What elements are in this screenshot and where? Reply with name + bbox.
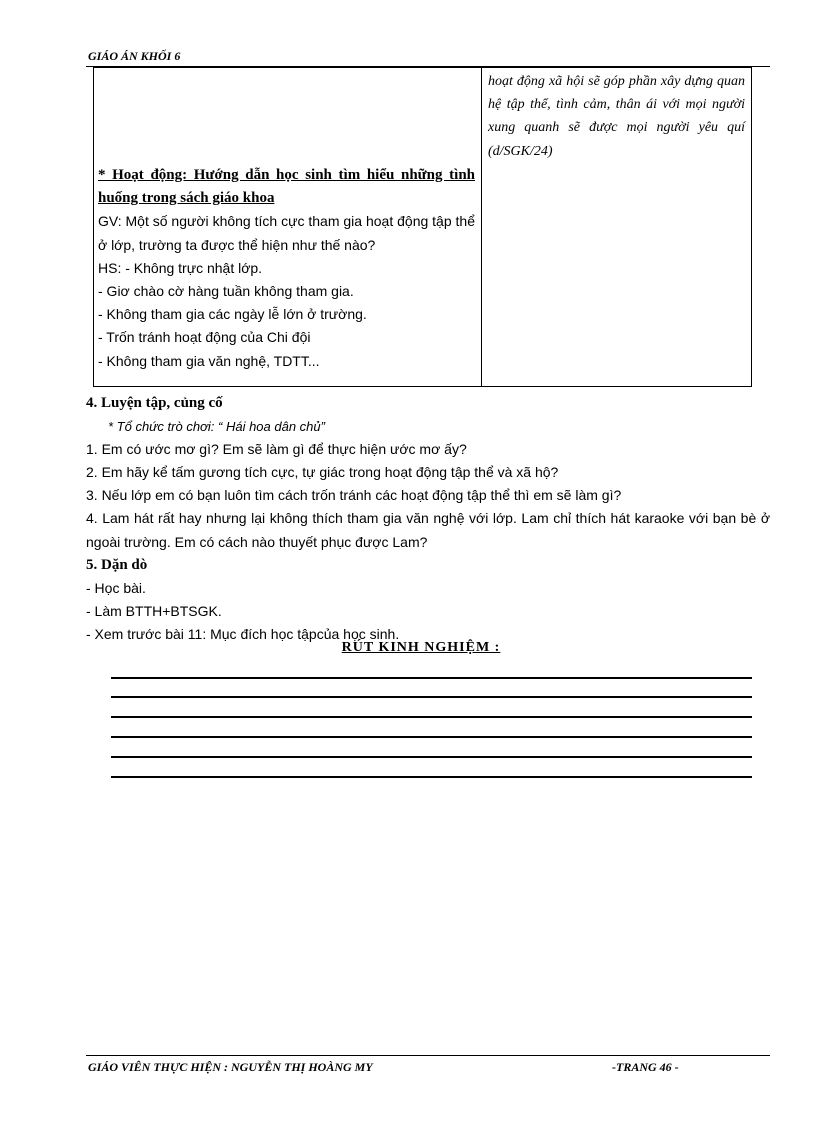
footer-rule xyxy=(86,1055,770,1056)
review-line xyxy=(111,716,752,718)
review-title: RÚT KINH NGHIỆM : xyxy=(341,640,501,655)
student-answer-line: - Giơ chào cờ hàng tuần không tham gia. xyxy=(98,283,354,300)
review-line xyxy=(111,736,752,738)
section-4-title: 4. Luyện tập, củng cố xyxy=(86,395,223,411)
gv-question: GV: Một số người không tích cực tham gia hoạt động tập thể ở lớp, trường ta được thể hiện như thế nào? xyxy=(98,213,475,253)
question-item: 2. Em hãy kể tấm gương tích cực, tự giác trong hoạt động tập thể và xã hộ? xyxy=(86,464,559,481)
homework-item: - Làm BTTH+BTSGK. xyxy=(86,602,222,619)
student-answer-line: HS: - Không trực nhật lớp. xyxy=(98,259,263,276)
question-item: 4. Lam hát rất hay nhưng lại không thích tham gia văn nghệ với lớp. Lam chỉ thích hát karaoke với bạn bè ở ngoài trường. Em có cách nào thuyết phục được Lam? xyxy=(86,510,770,550)
content-text: hoạt động xã hội sẽ góp phần xây dựng quan hệ tập thể, tình cảm, thân ái với mọi người xung quanh sẽ được mọi người yêu quí (d/SGK/24) xyxy=(488,74,745,159)
student-answer-line: - Không tham gia văn nghệ, TDTT... xyxy=(98,352,320,369)
review-line xyxy=(111,776,752,778)
page-footer xyxy=(88,1060,770,1075)
review-line xyxy=(111,677,752,679)
question-item: 3. Nếu lớp em có bạn luôn tìm cách trốn tránh các hoạt động tập thể thì em sẽ làm gì? xyxy=(86,487,622,504)
homework-item: - Xem trước bài 11: Mục đích học tậpcủa học sinh. xyxy=(86,625,400,642)
student-answer-line: - Không tham gia các ngày lễ lớn ở trường. xyxy=(98,306,367,323)
review-line xyxy=(111,696,752,698)
lesson-table xyxy=(93,67,752,387)
teacher-name: GIÁO VIÊN THỰC HIỆN : NGUYỄN THỊ HOÀNG MY xyxy=(88,1060,373,1074)
activity-title: * Hoạt động: Hướng dẫn học sinh tìm hiểu những tình huống trong sách giáo khoa xyxy=(98,167,475,207)
game-line: * Tổ chức trò chơi: “ Hái hoa dân chủ” xyxy=(108,419,325,435)
section-5-title: 5. Dặn dò xyxy=(86,556,148,573)
page-number: -TRANG 46 - xyxy=(612,1060,679,1074)
question-item: 1. Em có ước mơ gì? Em sẽ làm gì để thực hiện ước mơ ấy? xyxy=(86,441,467,458)
teacher-activity-column xyxy=(94,68,482,386)
content-column xyxy=(482,68,751,386)
page-header: GIÁO ÁN KHỐI 6 xyxy=(88,49,181,63)
review-line xyxy=(111,756,752,758)
lesson-body xyxy=(86,392,770,646)
student-answer-line: - Trốn tránh hoạt động của Chi đội xyxy=(98,329,311,346)
homework-item: - Học bài. xyxy=(86,579,146,596)
